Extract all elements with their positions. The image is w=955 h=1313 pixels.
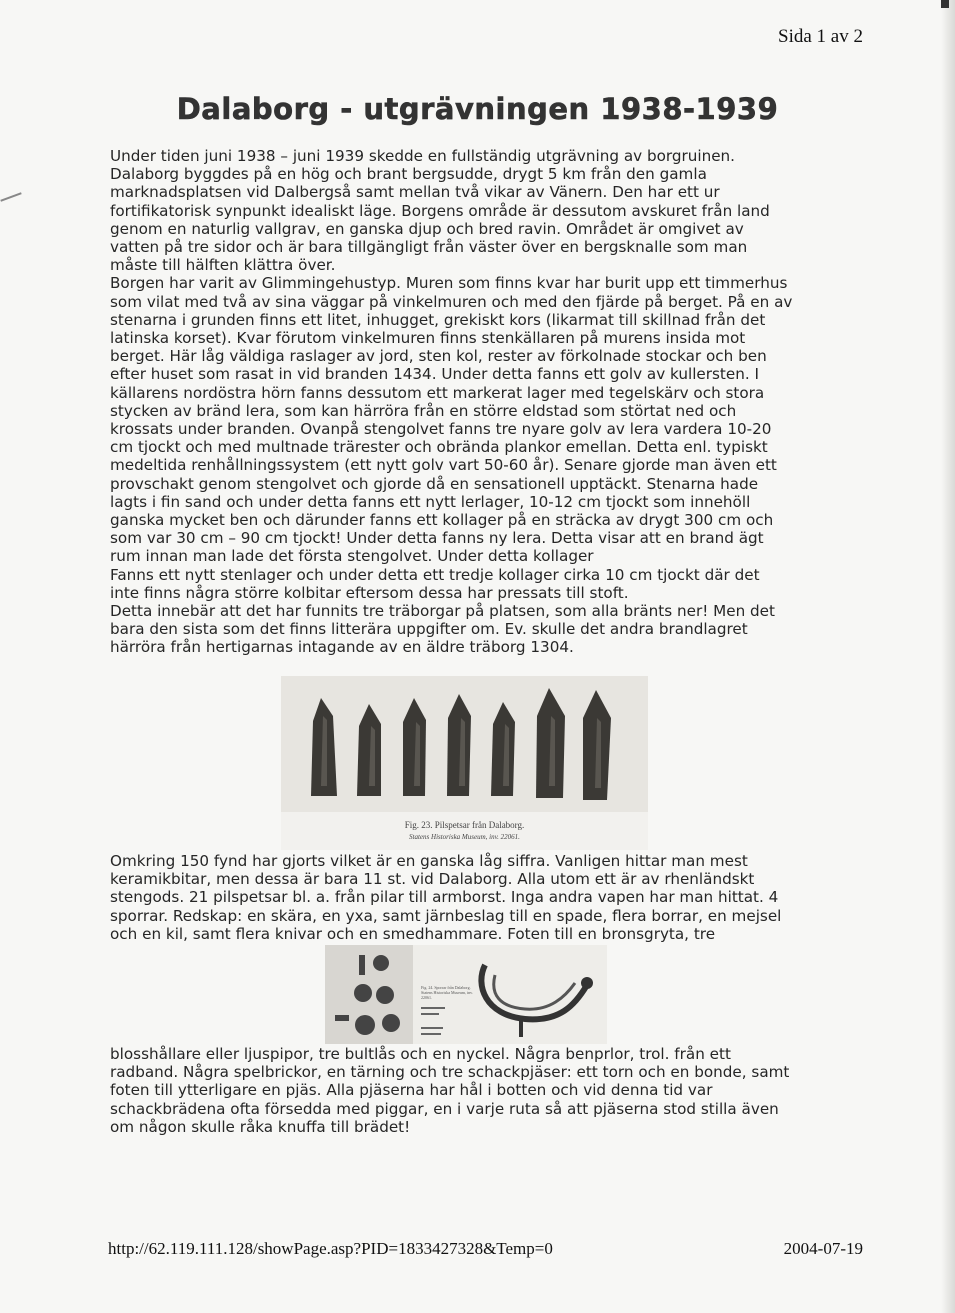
text-line: schackbrädena ofta försedda med piggar, en i varje ruta så att pjäserna stod stilla även xyxy=(110,1099,779,1118)
paragraph-excavation xyxy=(110,147,825,657)
scan-edge xyxy=(941,0,955,1313)
text-line: marknadsplatsen vid Dalbergså samt mellan två vikar av Vänern. Den har ett ur xyxy=(110,183,720,202)
page-number: Sida 1 av 2 xyxy=(778,26,863,47)
paragraph-chess xyxy=(110,1045,825,1136)
figure-caption: Fig. 24. Sporrar från Dalaborg. xyxy=(421,985,471,990)
text-line: inte finns några större kolbitar eftersom dessa har pressats till stoft. xyxy=(110,583,629,602)
text-line: och en kil, samt flera knivar och en smedhammare. Foten till en bronsgryta, tre xyxy=(110,924,716,943)
text-line: som vilat med två av sina väggar på vinkelmuren och med den fjärde på berget. På en av xyxy=(110,292,793,311)
text-line: blosshållare eller ljuspipor, tre bultlås och en nyckel. Några benprlor, trol. från ett xyxy=(110,1045,731,1063)
figure-caption: Fig. 23. Pilspetsar från Dalaborg. xyxy=(404,820,525,830)
text-line: Detta innebär att det har funnits tre träborgar på platsen, som alla bränts ner! Men det xyxy=(110,602,775,621)
text-line: måste till hälften klättra över. xyxy=(110,256,336,275)
text-line: stengods. 21 pilspetsar bl. a. från pilar till armborst. Inga andra vapen har man hittat. 4 xyxy=(110,888,779,907)
text-line: Omkring 150 fynd har gjorts vilket är en ganska låg siffra. Vanligen hittar man mest xyxy=(110,852,748,870)
text-line: sporrar. Redskap: en skära, en yxa, samt järnbeslag till en spade, flera borrar, en mejsel xyxy=(110,906,782,925)
text-line: provschakt genom stengolvet och gjorde då en sensationell upptäckt. Stenarna hade xyxy=(110,474,759,493)
spurs-photo xyxy=(325,945,607,1044)
scan-corner-mark xyxy=(941,0,949,8)
text-line: om någon skulle råka knuffa till brädet! xyxy=(110,1117,411,1136)
figure-credit: Statens Historiska Museum, inv. 22061. xyxy=(409,833,520,841)
text-line: efter huset som rasat in vid branden 1434. Under detta fanns ett golv av kullersten. I xyxy=(110,365,759,384)
footer-date: 2004-07-19 xyxy=(783,1239,863,1258)
text-line: Dalaborg byggdes på en hög och brant bergsudde, drygt 5 km från den gamla xyxy=(110,165,707,184)
text-line: stycken av bränd lera, som kan härröra från en större eldstad som störtat ned och xyxy=(110,401,737,420)
page-title: Dalaborg - utgrävningen 1938-1939 xyxy=(176,92,779,126)
text-line: Under tiden juni 1938 – juni 1939 skedde en fullständig utgrävning av borgruinen. xyxy=(110,147,736,165)
text-line: vatten på tre sidor och är bara tillgängligt från väster över en bergsknalle som man xyxy=(110,238,748,257)
text-line: fortifikatorisk synpunkt idealiskt läge. Borgens område är dessutom avskuret från land xyxy=(110,201,770,220)
text-line: medeltida renhållningssystem (ett nytt golv vart 50-60 år). Senare gjorde man även ett xyxy=(110,456,777,475)
text-line: krossats under branden. Ovanpå stengolvet fanns tre nyare golv av lera vardera 10-20 xyxy=(110,420,772,439)
text-line: bara den sista som det finns litterära uppgifter om. Ev. skulle det andra brandlagret xyxy=(110,620,748,639)
text-line: berget. Här låg väldiga raslager av jord, sten kol, rester av förkolnade stockar och ben xyxy=(110,347,767,366)
text-line: latinska korset). Kvar förutom vinkelmuren finns stenkällaren på murens insida mot xyxy=(110,329,746,348)
text-line: radband. Några spelbrickor, en tärning och tre schackpjäser: ett torn och en bonde, samt xyxy=(110,1063,790,1082)
text-line: ganska mycket ben och därunder fanns ett kollager på en sträcka av drygt 300 cm och xyxy=(110,511,774,530)
spurs-caption xyxy=(421,985,481,1000)
text-line: foten till ytterligare en pjäs. Alla pjäserna har hål i botten och vid denna tid var xyxy=(110,1081,713,1100)
arrowheads-caption xyxy=(281,812,648,850)
text-line: Fanns ett nytt stenlager och under detta ett tredje kollager cirka 10 cm tjockt där det xyxy=(110,565,760,584)
arrowheads-photo xyxy=(281,676,648,812)
text-line: källarens nordöstra hörn fanns dessutom ett markerat lager med tegelskärv och stora xyxy=(110,383,765,402)
scan-artifact xyxy=(0,192,21,201)
text-line: stenarna i grunden finns ett litet, inhugget, grekiskt kors (likarmat till skillnad från det xyxy=(110,310,766,329)
text-line: cm tjockt och med multnade trärester och obrända plankor emellan. Detta enl. typiskt xyxy=(110,438,768,457)
text-line: genom en naturlig vallgrav, en ganska djup och bred ravin. Området är omgivet av xyxy=(110,219,744,238)
text-line: härröra från hertigarnas intagande av en äldre träborg 1304. xyxy=(110,638,574,657)
paragraph-finds xyxy=(110,852,825,943)
text-line: rum innan man lade det första stengolvet. Under detta kollager xyxy=(110,547,594,566)
text-line: som var 30 cm – 90 cm tjockt! Under detta fanns ny lera. Detta visar att en brand ägt xyxy=(110,529,764,548)
figure-credit: Statens Historiska Museum, inv. 22061. xyxy=(421,990,473,1000)
text-line: Borgen har varit av Glimmingehustyp. Muren som finns kvar har burit upp ett timmerhus xyxy=(110,274,788,293)
footer-url: http://62.119.111.128/showPage.asp?PID=1833427328&Temp=0 xyxy=(108,1239,553,1258)
text-line: keramikbitar, men dessa är bara 11 st. vid Dalaborg. Alla utom ett är av rhenländskt xyxy=(110,870,755,889)
text-line: lagts i fin sand och under detta fanns ett nytt lerlager, 10-12 cm tjockt som innehöll xyxy=(110,492,751,511)
